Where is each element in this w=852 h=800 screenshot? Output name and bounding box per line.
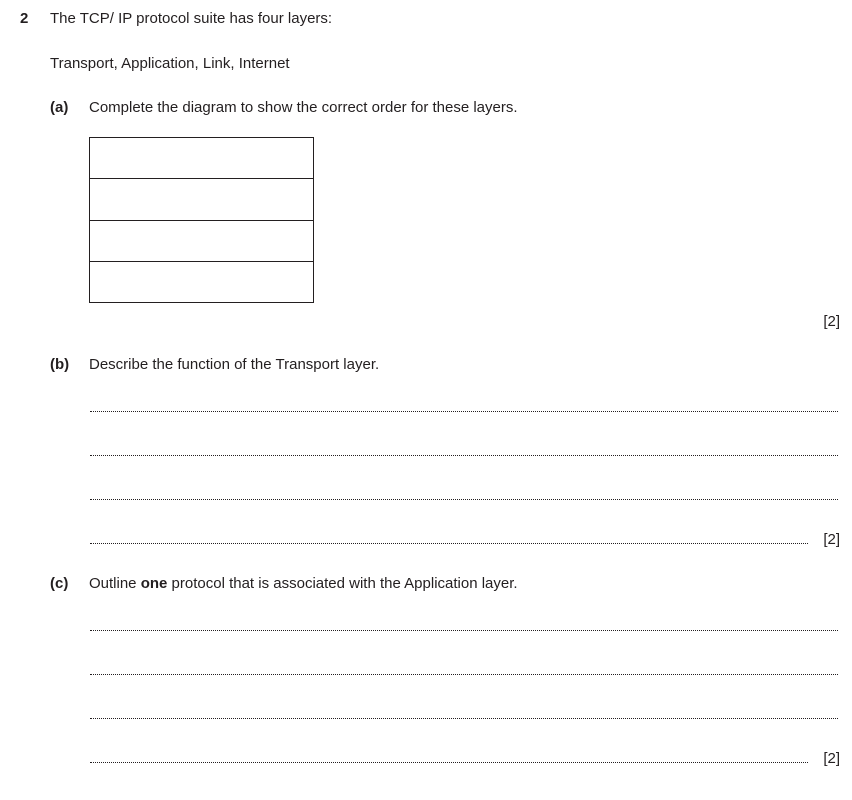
answer-line-b2[interactable]: [90, 455, 838, 456]
layers-list: Transport, Application, Link, Internet: [50, 55, 290, 72]
part-c-marks: [2]: [823, 750, 840, 767]
layer-box-1[interactable]: [90, 138, 313, 179]
part-c-text-before: Outline: [89, 575, 141, 592]
part-a-marks: [2]: [823, 313, 840, 330]
part-c-label: (c): [50, 575, 69, 592]
answer-line-c1[interactable]: [90, 630, 838, 631]
part-a-label: (a): [50, 99, 69, 116]
part-c-text-bold: one: [140, 575, 168, 592]
answer-line-b1[interactable]: [90, 411, 838, 412]
part-b-text: Describe the function of the Transport layer.: [89, 356, 380, 373]
part-b-marks: [2]: [823, 531, 840, 548]
part-a-text: Complete the diagram to show the correct order for these layers.: [89, 99, 518, 116]
part-b-label: (b): [50, 356, 70, 373]
part-c-text-after: protocol that is associated with the Application layer.: [167, 575, 518, 592]
layer-box-2[interactable]: [90, 179, 313, 220]
layer-box-4[interactable]: [90, 262, 313, 302]
layer-order-diagram: [89, 137, 314, 303]
answer-line-c3[interactable]: [90, 718, 838, 719]
answer-line-c2[interactable]: [90, 674, 838, 675]
question-intro: The TCP/ IP protocol suite has four layers:: [50, 10, 333, 27]
layer-box-3[interactable]: [90, 221, 313, 262]
answer-line-b3[interactable]: [90, 499, 838, 500]
answer-line-b4[interactable]: [90, 543, 808, 544]
question-number: 2: [20, 10, 29, 27]
part-c-text: [89, 575, 518, 592]
answer-line-c4[interactable]: [90, 762, 808, 763]
